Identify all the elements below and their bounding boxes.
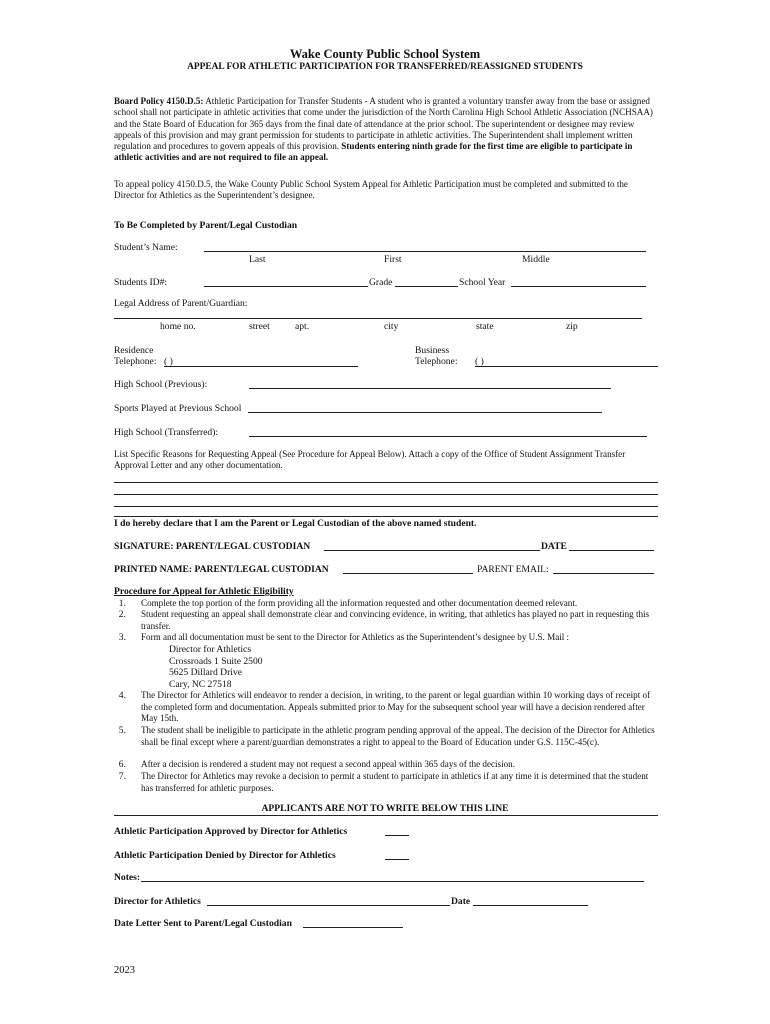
business-area-code: ( ) xyxy=(475,356,484,367)
step-number: 2. xyxy=(118,609,126,620)
address-part-apt: apt. xyxy=(295,321,310,332)
mailing-address-line: Crossroads 1 Suite 2500 xyxy=(169,655,263,667)
form-section-heading: To Be Completed by Parent/Legal Custodian xyxy=(114,220,298,231)
approved-label: Athletic Participation Approved by Director for Athletics xyxy=(114,826,348,837)
approved-field[interactable] xyxy=(385,835,409,836)
address-field[interactable] xyxy=(114,318,642,319)
step-text: Form and all documentation must be sent to the Director for Athletics as the Superintendent’s designee by U.S. Mail : xyxy=(141,632,570,642)
director-date-field[interactable] xyxy=(473,905,588,906)
step-text: The Director for Athletics may revoke a decision to permit a student to participate in athletics if at any time it is determined that the student has transferred for athletic purposes. xyxy=(141,771,649,793)
step-number: 6. xyxy=(118,759,126,770)
business-telephone-field[interactable] xyxy=(475,366,658,367)
denied-label: Athletic Participation Denied by Director for Athletics xyxy=(114,850,336,861)
student-id-label: Students ID#: xyxy=(114,277,168,288)
address-part-street: street xyxy=(249,321,270,332)
letter-sent-field[interactable] xyxy=(303,927,403,928)
reasons-instructions: List Specific Reasons for Requesting Appeal (See Procedure for Appeal Below). Attach a copy of the Office of Student Assignment Transfer Approval Letter and any other documentation. xyxy=(114,449,626,471)
printed-name-field[interactable] xyxy=(343,573,473,574)
footer-year: 2023 xyxy=(114,965,135,976)
address-label: Legal Address of Parent/Guardian: xyxy=(114,298,248,309)
address-part-home-no: home no. xyxy=(160,321,196,332)
denied-field[interactable] xyxy=(385,859,409,860)
step-number: 5. xyxy=(118,725,126,736)
step-number: 7. xyxy=(118,771,126,782)
policy-paragraph xyxy=(114,96,659,164)
address-part-city: city xyxy=(384,321,399,332)
student-name-label: Student’s Name: xyxy=(114,242,178,253)
step-number: 3. xyxy=(118,632,126,643)
step-number: 4. xyxy=(118,690,126,701)
sports-played-field[interactable] xyxy=(248,412,602,413)
notes-label: Notes: xyxy=(114,872,141,883)
high-school-previous-field[interactable] xyxy=(249,388,611,389)
policy-label: Board Policy 4150.D.5: xyxy=(114,96,204,106)
parent-email-label: PARENT EMAIL: xyxy=(477,564,549,575)
reasons-line-3[interactable] xyxy=(114,506,658,507)
reasons-line-4[interactable] xyxy=(114,516,658,517)
step-text: The student shall be ineligible to participate in the athletic program pending approval of the appeal. The decision of the Director for Athletics shall be final except where a parent/guardian demonstrates a right to appeal to the Board of Education under G.S. 115C-45(c). xyxy=(141,725,655,747)
business-telephone-label: Telephone: xyxy=(415,356,458,367)
high-school-transferred-field[interactable] xyxy=(249,436,647,437)
mailing-address xyxy=(169,644,263,690)
name-part-first: First xyxy=(384,254,402,265)
procedure-heading: Procedure for Appeal for Athletic Eligibility xyxy=(114,586,294,597)
director-field[interactable] xyxy=(207,905,450,906)
high-school-previous-label: High School (Previous): xyxy=(114,379,208,390)
document-title: Wake County Public School System xyxy=(289,47,481,61)
step-text: The Director for Athletics will endeavor to render a decision, in writing, to the parent or legal guardian within 10 working days of receipt of the completed form and documentation. Appeals submitted prior to May for the subsequent school year will have a decision rendered after May 15th. xyxy=(141,690,651,724)
intro-paragraph: To appeal policy 4150.D.5, the Wake County Public School System Appeal for Athletic Participation must be completed and submitted to the Director for Athletics as the Superintendent’s designee. xyxy=(114,179,628,201)
student-id-field[interactable] xyxy=(204,286,368,287)
step-number: 1. xyxy=(118,598,126,609)
signature-date-label: DATE xyxy=(541,541,567,552)
office-use-notice: APPLICANTS ARE NOT TO WRITE BELOW THIS LINE xyxy=(261,803,509,814)
signature-date-field[interactable] xyxy=(569,550,654,551)
school-year-label: School Year xyxy=(459,277,506,288)
step-text: Complete the top portion of the form providing all the information requested and other documentation deemed relevant. xyxy=(141,598,578,608)
address-part-state: state xyxy=(476,321,494,332)
residence-telephone-field[interactable] xyxy=(164,366,358,367)
director-label: Director for Athletics xyxy=(114,896,201,907)
residence-label: Residence xyxy=(114,345,154,356)
policy-bold-text: Students entering ninth grade for the first time are eligible to participate in athletic activities and are not required to file an appeal. xyxy=(114,141,633,163)
printed-name-label: PRINTED NAME: PARENT/LEGAL CUSTODIAN xyxy=(114,564,329,575)
director-date-label: Date xyxy=(451,896,471,907)
parent-declaration: I do hereby declare that I am the Parent or Legal Custodian of the above named student. xyxy=(114,518,477,529)
name-part-last: Last xyxy=(249,254,266,265)
mailing-address-line: Cary, NC 27518 xyxy=(169,678,232,690)
signature-field[interactable] xyxy=(324,550,540,551)
name-part-middle: Middle xyxy=(522,254,550,265)
mailing-address-line: 5625 Dillard Drive xyxy=(169,667,243,679)
parent-email-field[interactable] xyxy=(553,573,654,574)
residence-area-code: ( ) xyxy=(164,356,173,367)
policy-text: Athletic Participation for Transfer Students - A student who is granted a voluntary transfer away from the base or assigned school shall not participate in athletic activities that come under the jurisdiction of the North Carolina High School Athletic Association (NCHSAA) and the State Board of Education for 365 days from the final date of attendance at the prior school. The superintendent or designee may review appeals of this provision and may grant permission for students to participate in athletic activities. The Superintendent shall implement written regulation and procedures to govern appeals of this provision. xyxy=(114,96,653,152)
letter-sent-label: Date Letter Sent to Parent/Legal Custodian xyxy=(114,918,292,929)
business-label: Business xyxy=(415,345,450,356)
reasons-line-1[interactable] xyxy=(114,482,658,483)
grade-field[interactable] xyxy=(395,286,458,287)
signature-label: SIGNATURE: PARENT/LEGAL CUSTODIAN xyxy=(114,541,311,552)
address-part-zip: zip xyxy=(566,321,578,332)
student-name-field[interactable] xyxy=(204,251,646,252)
school-year-field[interactable] xyxy=(511,286,646,287)
grade-label: Grade xyxy=(369,277,393,288)
reasons-line-2[interactable] xyxy=(114,494,658,495)
document-subtitle: APPEAL FOR ATHLETIC PARTICIPATION FOR TRANSFERRED/REASSIGNED STUDENTS xyxy=(187,62,583,72)
step-text: Student requesting an appeal shall demonstrate clear and convincing evidence, in writing, that athletics has played no part in requesting this transfer. xyxy=(141,609,650,631)
high-school-transferred-label: High School (Transferred): xyxy=(114,427,219,438)
step-text: After a decision is rendered a student may not request a second appeal within 365 days of the decision. xyxy=(141,759,515,769)
office-use-divider xyxy=(114,815,658,816)
residence-telephone-label: Telephone: xyxy=(114,356,157,367)
sports-played-label: Sports Played at Previous School xyxy=(114,403,242,414)
mailing-address-line: Director for Athletics xyxy=(169,644,252,655)
notes-field[interactable] xyxy=(141,881,644,882)
